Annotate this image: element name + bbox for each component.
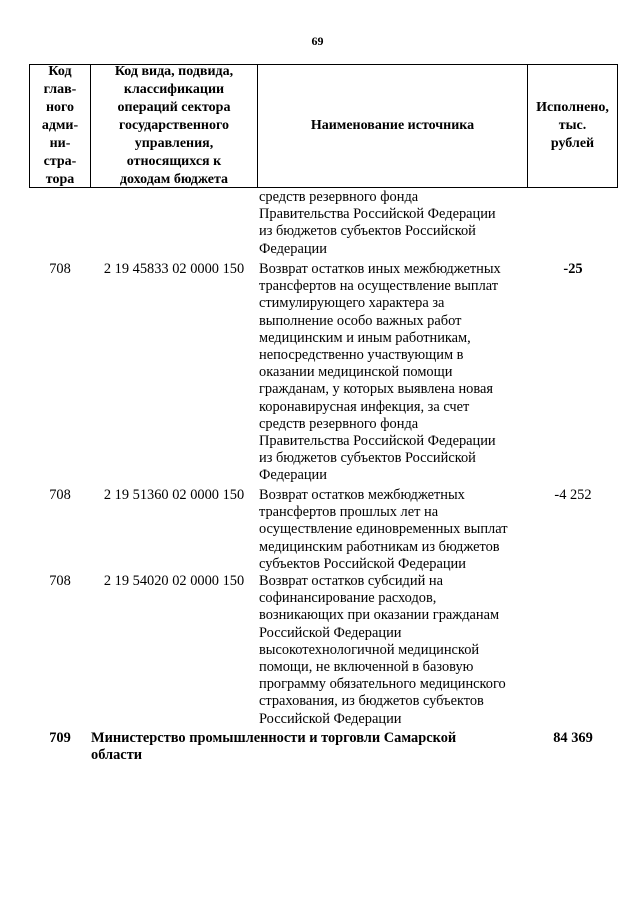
kbk-code: 2 19 51360 02 0000 150: [103, 487, 245, 503]
amount: -4 252: [554, 487, 592, 503]
admin-code: 708: [49, 573, 71, 589]
amount: -25: [563, 261, 583, 277]
admin-code: 708: [49, 487, 71, 503]
kbk-code: 2 19 54020 02 0000 150: [103, 573, 245, 589]
kbk-code: 2 19 45833 02 0000 150: [103, 261, 245, 277]
source-name: Возврат остатков межбюджетных трансфертов прошлых лет на осуществление единовременных выплат медицинским работникам из бюджетов субъектов Российской Федерации: [259, 487, 508, 572]
source-name: Возврат остатков субсидий на софинансирование расходов, возникающих при оказании гражданам Российской Федерации высокотехнологичной медицинской помощи, не включенной в базовую программу обязательного медицинского страхования, из бюджетов субъектов Российской Федерации: [259, 573, 506, 727]
header-amount: Исполнено, тыс. рублей: [536, 100, 609, 151]
amount: 84 369: [553, 730, 593, 746]
header-kbk-code: Код вида, подвида, классификации операций сектора государственного управления, относящихся к доходам бюджета: [114, 64, 234, 187]
ministry-name: Министерство промышленности и торговли Самарской области: [91, 730, 457, 764]
admin-code: 708: [49, 261, 71, 277]
header-source-name: Наименование источника: [310, 118, 475, 133]
page-number: 69: [311, 34, 324, 48]
source-name: средств резервного фонда Правительства Российской Федерации из бюджетов субъектов Российской Федерации: [259, 189, 496, 257]
header-admin-code: Код глав- ного адми- ни- стра- тора: [41, 64, 79, 187]
source-name: Возврат остатков иных межбюджетных трансфертов на осуществление выплат стимулирующего характера за выполнение особо важных работ медицинским и иным работникам, непосредственно участвующим в оказании медицинской помощи гражданам, у которых выявлена новая коронавирусная инфекция, за счет средств резервного фонда Правительства Российской Федерации из бюджетов субъектов Российской Федерации: [259, 261, 501, 484]
admin-code: 709: [49, 730, 71, 746]
